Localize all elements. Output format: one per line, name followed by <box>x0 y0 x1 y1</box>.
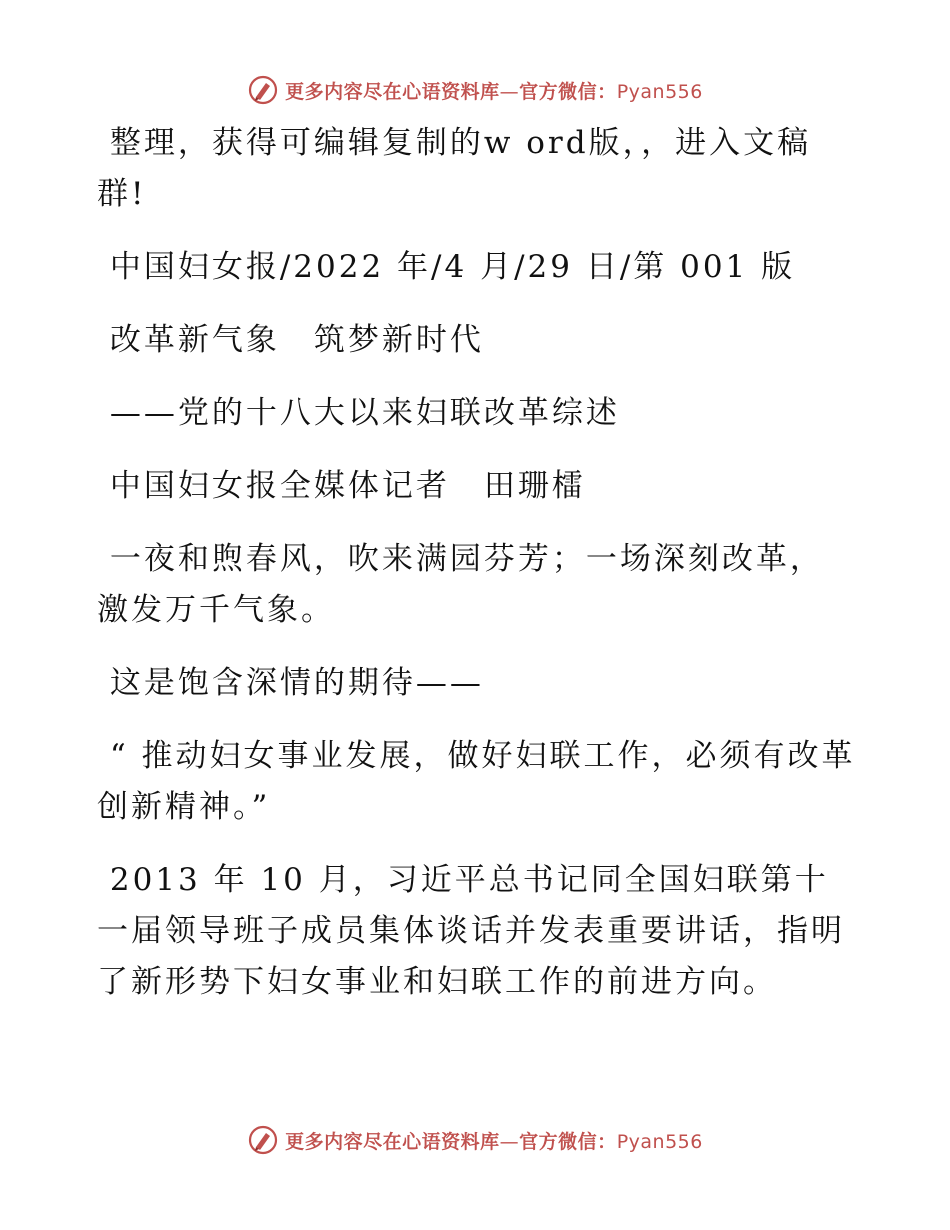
quote-paragraph: “ 推动妇女事业发展，做好妇联工作，必须有改革创新精神。” <box>97 738 856 825</box>
watermark-banner-bottom <box>0 1120 950 1160</box>
pen-logo-icon <box>247 74 279 106</box>
article-title: 改革新气象 筑梦新时代 <box>97 322 484 358</box>
publication-info: 中国妇女报/2022 年/4 月/29 日/第 001 版 <box>97 249 796 285</box>
pen-logo-icon <box>247 1124 279 1156</box>
intro-note: 整理，获得可编辑复制的w ord版，，进入文稿群! <box>97 125 812 212</box>
watermark-banner-top <box>0 70 950 110</box>
byline: 中国妇女报全媒体记者 田珊檑 <box>97 468 586 504</box>
body-paragraph: 这是饱含深情的期待—— <box>97 665 484 701</box>
article-subtitle: ——党的十八大以来妇联改革综述 <box>97 395 620 431</box>
document-body <box>97 118 857 1030</box>
body-paragraph: 一夜和煦春风，吹来满园芬芳；一场深刻改革，激发万千气象。 <box>97 541 824 628</box>
body-paragraph: 2013 年 10 月，习近平总书记同全国妇联第十一届领导班子成员集体谈话并发表重要讲话，指明了新形势下妇女事业和妇联工作的前进方向。 <box>97 862 845 1000</box>
watermark-text: 更多内容尽在心语资料库—官方微信：Pyan556 <box>285 80 703 103</box>
watermark-text: 更多内容尽在心语资料库—官方微信：Pyan556 <box>285 1130 703 1153</box>
